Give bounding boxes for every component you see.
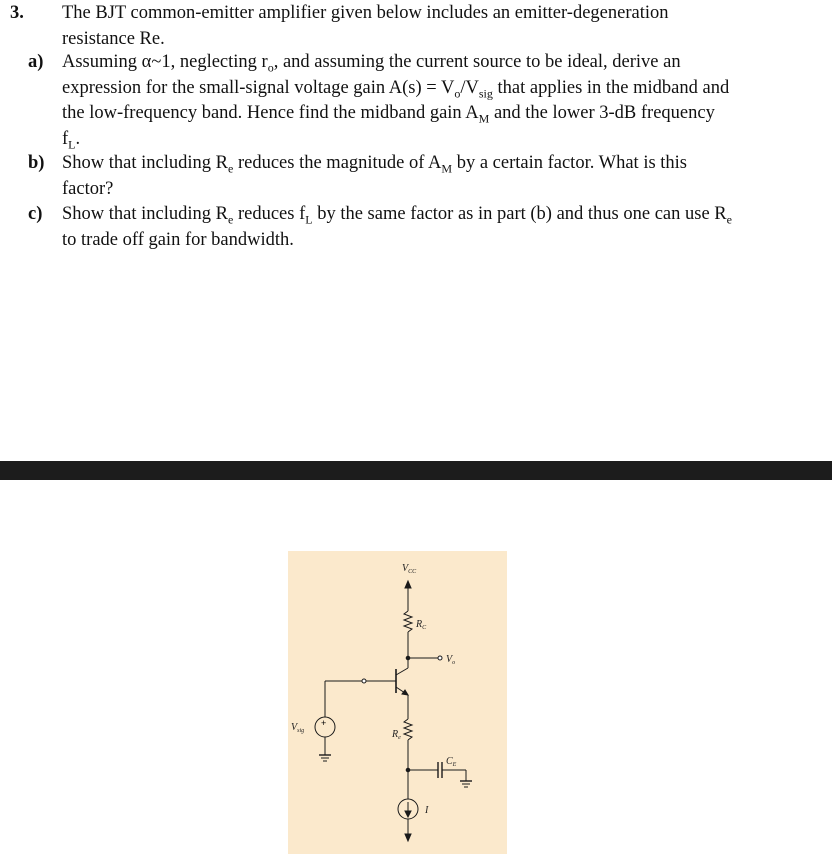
vsig-label: $V_{sig}$ — [291, 722, 305, 734]
vcc-arrow-icon — [405, 581, 411, 588]
collector-node — [406, 656, 410, 660]
part-a-text — [62, 50, 802, 152]
part-a-line-1: Assuming α~1, neglecting $r_o$, and assuming the current source to be ideal, derive an — [62, 52, 681, 75]
vcc-label: $V_{CC}$ — [402, 563, 417, 575]
neg-supply-arrow-icon — [405, 834, 411, 841]
rc-resistor-icon — [404, 611, 412, 632]
part-a-line-4: $f_L$. — [62, 128, 81, 152]
ce-label: $C_E$ — [446, 756, 457, 768]
bjt-collector-lead — [396, 668, 408, 675]
part-a-line-3: the low-frequency band. Hence find the midband gain $A_M$ and the lower 3-dB frequency — [62, 103, 715, 126]
part-c-label: c) — [28, 204, 43, 224]
base-node — [362, 679, 366, 683]
current-label: I — [425, 805, 429, 816]
bjt-emitter-arrow-icon — [402, 690, 408, 695]
bjt-ce-circuit-diagram — [288, 551, 507, 854]
part-a-line-2: expression for the small-signal voltage gain $A(s) = V_o/V_{sig}$ that applies in the midband and — [62, 77, 730, 101]
re-resistor-icon — [404, 719, 412, 740]
question-line-2: resistance Re. — [62, 28, 165, 49]
circuit-figure — [288, 551, 507, 854]
vsig-plus-label: + — [321, 718, 327, 728]
part-b-text — [62, 151, 802, 202]
part-b-line-1: Show that including $R_e$ reduces the magnitude of $A_M$ by a certain factor. What is this — [62, 153, 688, 176]
part-a-label: a) — [28, 52, 44, 72]
re-label: $R_e$ — [392, 729, 401, 741]
part-b-label: b) — [28, 153, 45, 173]
question-line-1: The BJT common-emitter amplifier given below includes an emitter-degeneration — [62, 3, 669, 23]
part-c-line-1: Show that including $R_e$ reduces $f_L$ by the same factor as in part (b) and thus one can use $R_e$ — [62, 204, 732, 227]
question-statement — [62, 1, 802, 52]
part-c-line-2: to trade off gain for bandwidth. — [62, 229, 294, 250]
section-divider-bar — [0, 461, 832, 480]
part-b-line-2: factor? — [62, 178, 114, 199]
question-number: 3. — [10, 3, 24, 23]
vo-label: $V_o$ — [446, 654, 456, 666]
rc-label: $R_C$ — [416, 619, 427, 631]
part-c-text — [62, 202, 802, 253]
vo-terminal — [438, 656, 442, 660]
current-source-arrow-icon — [405, 811, 411, 817]
